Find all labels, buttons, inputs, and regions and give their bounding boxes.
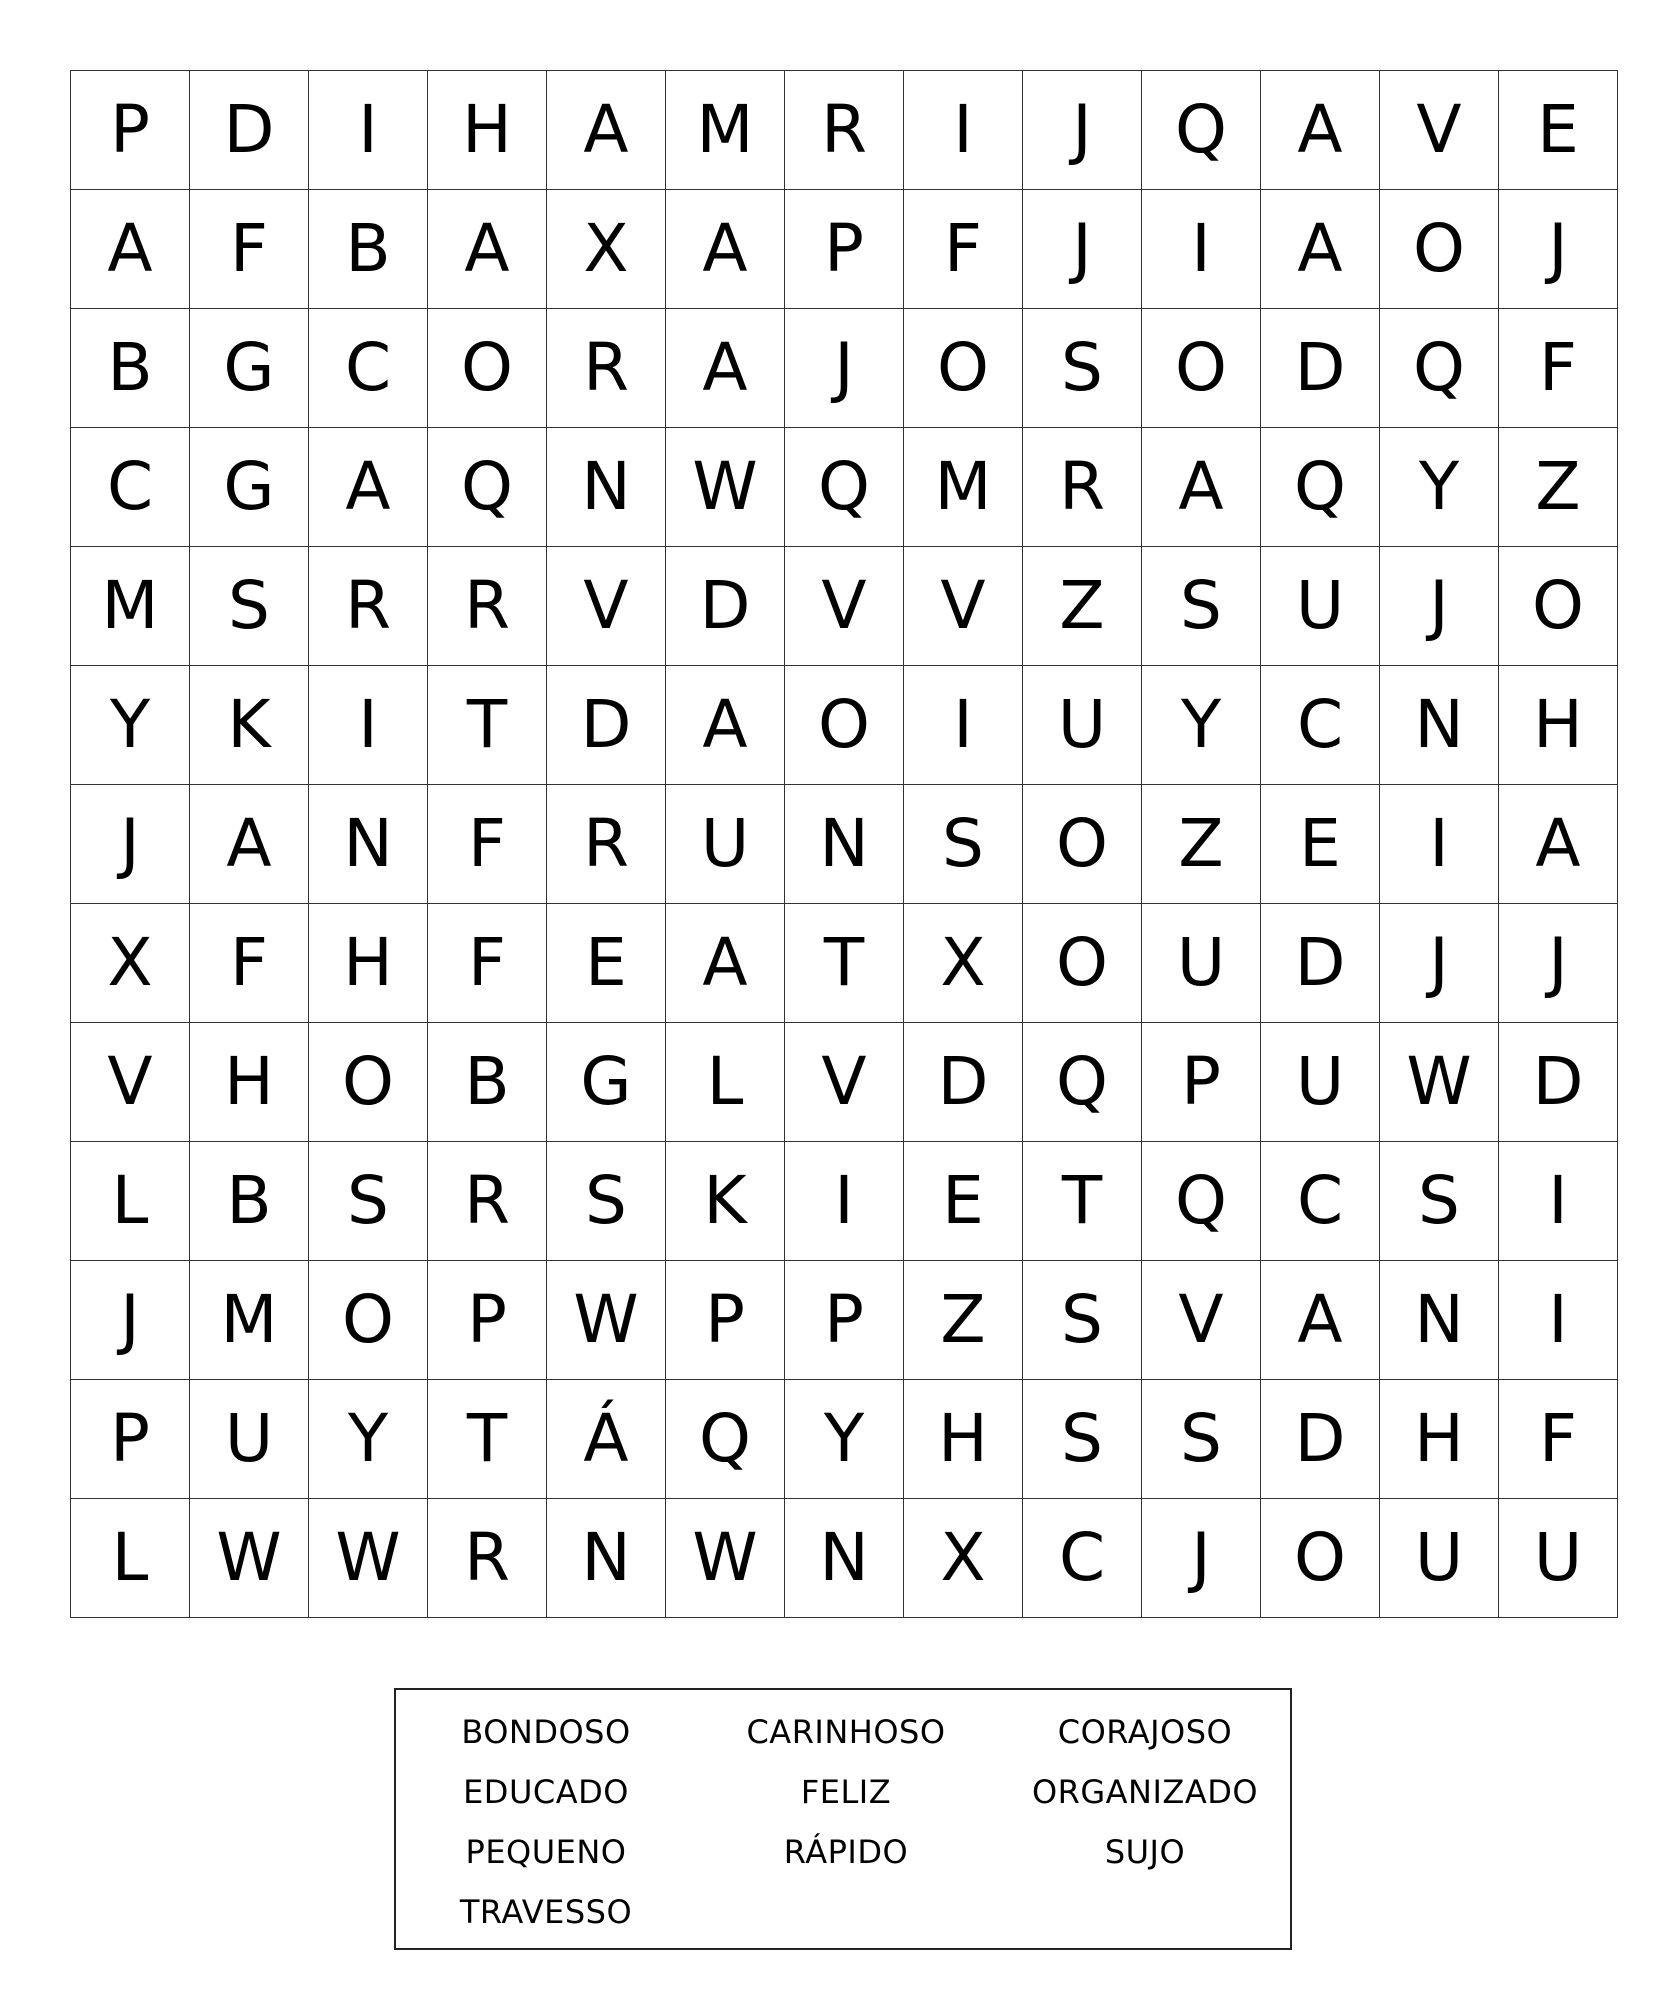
grid-cell[interactable]: Z [1142, 785, 1261, 904]
grid-cell[interactable]: C [71, 428, 190, 547]
grid-cell[interactable]: W [1380, 1023, 1499, 1142]
grid-cell[interactable]: P [666, 1261, 785, 1380]
grid-cell[interactable]: J [1380, 904, 1499, 1023]
grid-cell[interactable]: R [547, 785, 666, 904]
grid-cell[interactable]: Y [1380, 428, 1499, 547]
grid-cell[interactable]: U [1142, 904, 1261, 1023]
grid-cell[interactable]: A [666, 666, 785, 785]
grid-cell[interactable]: G [190, 428, 309, 547]
grid-cell[interactable]: Y [785, 1380, 904, 1499]
grid-cell[interactable]: F [1499, 309, 1618, 428]
grid-cell[interactable]: Q [1023, 1023, 1142, 1142]
grid-cell[interactable]: Q [785, 428, 904, 547]
grid-cell[interactable]: P [785, 1261, 904, 1380]
grid-cell[interactable]: E [904, 1142, 1023, 1261]
grid-cell[interactable]: V [1142, 1261, 1261, 1380]
grid-cell[interactable]: X [547, 190, 666, 309]
grid-cell[interactable]: N [547, 428, 666, 547]
grid-cell[interactable]: D [1261, 904, 1380, 1023]
grid-cell[interactable]: A [71, 190, 190, 309]
grid-cell[interactable]: D [666, 547, 785, 666]
grid-cell[interactable]: O [1142, 309, 1261, 428]
grid-cell[interactable]: Y [309, 1380, 428, 1499]
grid-cell[interactable]: Q [666, 1380, 785, 1499]
grid-cell[interactable]: T [1023, 1142, 1142, 1261]
grid-cell[interactable]: C [1261, 666, 1380, 785]
grid-cell[interactable]: V [904, 547, 1023, 666]
grid-cell[interactable]: A [1261, 190, 1380, 309]
grid-cell[interactable]: V [785, 547, 904, 666]
grid-cell[interactable]: P [71, 71, 190, 190]
grid-cell[interactable]: F [428, 904, 547, 1023]
grid-cell[interactable]: A [1261, 71, 1380, 190]
grid-cell[interactable]: S [1380, 1142, 1499, 1261]
grid-cell[interactable]: S [1142, 1380, 1261, 1499]
grid-cell[interactable]: K [190, 666, 309, 785]
grid-cell[interactable]: A [1261, 1261, 1380, 1380]
grid-cell[interactable]: B [71, 309, 190, 428]
grid-cell[interactable]: H [1380, 1380, 1499, 1499]
grid-cell[interactable]: D [1499, 1023, 1618, 1142]
grid-cell[interactable]: D [547, 666, 666, 785]
grid-cell[interactable]: R [547, 309, 666, 428]
grid-cell[interactable]: W [190, 1499, 309, 1618]
grid-cell[interactable]: E [1261, 785, 1380, 904]
grid-cell[interactable]: S [1023, 1380, 1142, 1499]
grid-cell[interactable]: J [1023, 190, 1142, 309]
grid-cell[interactable]: I [785, 1142, 904, 1261]
grid-cell[interactable]: N [309, 785, 428, 904]
grid-cell[interactable]: Y [1142, 666, 1261, 785]
grid-cell[interactable]: V [547, 547, 666, 666]
word-list [396, 1702, 1290, 1942]
grid-cell[interactable]: C [309, 309, 428, 428]
grid-cell[interactable]: O [785, 666, 904, 785]
grid-cell[interactable]: P [1142, 1023, 1261, 1142]
grid-cell[interactable]: O [1023, 785, 1142, 904]
grid-cell[interactable]: D [904, 1023, 1023, 1142]
grid-cell[interactable]: H [1499, 666, 1618, 785]
grid-cell[interactable]: M [904, 428, 1023, 547]
grid-cell[interactable]: P [785, 190, 904, 309]
grid-cell[interactable]: F [428, 785, 547, 904]
grid-cell[interactable]: A [1142, 428, 1261, 547]
grid-cell[interactable]: I [1380, 785, 1499, 904]
grid-cell[interactable]: N [1380, 1261, 1499, 1380]
grid-cell[interactable]: D [1261, 309, 1380, 428]
grid-cell[interactable]: N [1380, 666, 1499, 785]
grid-cell[interactable]: F [190, 190, 309, 309]
grid-cell[interactable]: H [190, 1023, 309, 1142]
grid-cell[interactable]: I [1142, 190, 1261, 309]
grid-cell[interactable]: N [785, 785, 904, 904]
grid-cell[interactable]: L [71, 1499, 190, 1618]
grid-cell[interactable]: T [428, 1380, 547, 1499]
word-list-item: BONDOSO [461, 1713, 631, 1751]
grid-cell[interactable]: M [190, 1261, 309, 1380]
grid-cell[interactable]: A [666, 309, 785, 428]
grid-cell[interactable]: R [428, 1142, 547, 1261]
grid-cell[interactable]: S [309, 1142, 428, 1261]
grid-cell[interactable]: O [428, 309, 547, 428]
grid-cell[interactable]: R [309, 547, 428, 666]
grid-cell[interactable]: H [309, 904, 428, 1023]
grid-cell[interactable]: I [309, 71, 428, 190]
grid-cell[interactable]: B [309, 190, 428, 309]
grid-cell[interactable]: T [785, 904, 904, 1023]
grid-cell[interactable]: I [1499, 1261, 1618, 1380]
grid-cell[interactable]: U [190, 1380, 309, 1499]
word-list-item: EDUCADO [463, 1773, 629, 1811]
grid-cell[interactable]: H [428, 71, 547, 190]
grid-cell[interactable]: I [904, 71, 1023, 190]
grid-cell[interactable]: T [428, 666, 547, 785]
grid-cell[interactable]: F [904, 190, 1023, 309]
grid-cell[interactable]: V [1380, 71, 1499, 190]
grid-cell[interactable]: J [1023, 71, 1142, 190]
grid-cell[interactable]: S [1023, 309, 1142, 428]
grid-cell[interactable]: B [190, 1142, 309, 1261]
grid-cell[interactable]: R [1023, 428, 1142, 547]
grid-cell[interactable]: N [785, 1499, 904, 1618]
grid-cell[interactable]: L [666, 1023, 785, 1142]
word-list-box [394, 1688, 1292, 1950]
grid-cell[interactable]: W [547, 1261, 666, 1380]
grid-cell[interactable]: O [1261, 1499, 1380, 1618]
grid-cell[interactable]: F [190, 904, 309, 1023]
grid-cell[interactable]: C [1023, 1499, 1142, 1618]
word-list-item: ORGANIZADO [1031, 1773, 1259, 1811]
grid-cell[interactable]: S [1023, 1261, 1142, 1380]
grid-cell[interactable]: N [547, 1499, 666, 1618]
grid-cell[interactable]: X [904, 1499, 1023, 1618]
grid-cell[interactable]: U [1261, 1023, 1380, 1142]
grid-cell[interactable]: P [71, 1380, 190, 1499]
grid-cell[interactable]: X [904, 904, 1023, 1023]
grid-cell[interactable]: H [904, 1380, 1023, 1499]
grid-cell[interactable]: G [547, 1023, 666, 1142]
word-list-item: SUJO [1104, 1833, 1186, 1871]
grid-cell[interactable]: E [1499, 71, 1618, 190]
letter-grid [70, 70, 1618, 1618]
grid-cell[interactable]: S [190, 547, 309, 666]
grid-cell[interactable]: U [1499, 1499, 1618, 1618]
grid-cell[interactable]: M [666, 71, 785, 190]
word-list-item: TRAVESSO [459, 1893, 633, 1931]
grid-cell[interactable]: V [71, 1023, 190, 1142]
grid-cell[interactable]: Q [1261, 428, 1380, 547]
grid-cell[interactable]: A [428, 190, 547, 309]
grid-cell[interactable]: R [785, 71, 904, 190]
word-list-item: CORAJOSO [1057, 1713, 1233, 1751]
grid-cell[interactable]: S [547, 1142, 666, 1261]
grid-cell[interactable]: I [904, 666, 1023, 785]
grid-cell[interactable]: I [309, 666, 428, 785]
grid-cell[interactable]: I [1499, 1142, 1618, 1261]
word-list-item: CARINHOSO [746, 1713, 946, 1751]
grid-cell[interactable]: Z [1023, 547, 1142, 666]
grid-cell[interactable]: Z [1499, 428, 1618, 547]
grid-cell[interactable]: Q [1380, 309, 1499, 428]
word-list-item: PEQUENO [465, 1833, 627, 1871]
grid-cell[interactable]: C [1261, 1142, 1380, 1261]
grid-cell[interactable]: O [309, 1261, 428, 1380]
grid-cell[interactable]: K [666, 1142, 785, 1261]
grid-cell[interactable]: V [785, 1023, 904, 1142]
grid-cell[interactable]: J [1499, 190, 1618, 309]
grid-cell[interactable]: F [1499, 1380, 1618, 1499]
word-list-item: RÁPIDO [783, 1833, 909, 1871]
grid-cell[interactable]: A [190, 785, 309, 904]
grid-cell[interactable]: U [1261, 547, 1380, 666]
grid-cell[interactable]: D [190, 71, 309, 190]
grid-cell[interactable]: O [1023, 904, 1142, 1023]
grid-cell[interactable]: A [309, 428, 428, 547]
grid-cell[interactable]: Q [1142, 1142, 1261, 1261]
grid-cell[interactable]: J [71, 785, 190, 904]
grid-cell[interactable]: J [785, 309, 904, 428]
grid-cell[interactable]: P [428, 1261, 547, 1380]
grid-cell[interactable]: E [547, 904, 666, 1023]
grid-cell[interactable]: R [428, 1499, 547, 1618]
grid-cell[interactable]: U [1023, 666, 1142, 785]
grid-cell[interactable]: L [71, 1142, 190, 1261]
grid-cell[interactable]: U [1380, 1499, 1499, 1618]
grid-cell[interactable]: D [1261, 1380, 1380, 1499]
grid-cell[interactable]: G [190, 309, 309, 428]
grid-cell[interactable]: J [1142, 1499, 1261, 1618]
grid-cell[interactable]: Q [1142, 71, 1261, 190]
grid-cell[interactable]: A [1499, 785, 1618, 904]
grid-cell[interactable]: O [904, 309, 1023, 428]
word-list-item: FELIZ [800, 1773, 892, 1811]
grid-cell[interactable]: X [71, 904, 190, 1023]
grid-cell[interactable]: J [71, 1261, 190, 1380]
grid-cell[interactable]: S [904, 785, 1023, 904]
grid-cell[interactable]: O [1499, 547, 1618, 666]
grid-cell[interactable]: W [666, 428, 785, 547]
grid-cell[interactable]: W [666, 1499, 785, 1618]
grid-cell[interactable]: J [1499, 904, 1618, 1023]
grid-cell[interactable]: A [547, 71, 666, 190]
grid-cell[interactable]: O [309, 1023, 428, 1142]
grid-cell[interactable]: O [1380, 190, 1499, 309]
grid-cell[interactable]: U [666, 785, 785, 904]
grid-cell[interactable]: Z [904, 1261, 1023, 1380]
grid-cell[interactable]: A [666, 904, 785, 1023]
grid-cell[interactable]: Y [71, 666, 190, 785]
grid-cell[interactable]: Á [547, 1380, 666, 1499]
grid-cell[interactable]: A [666, 190, 785, 309]
grid-cell[interactable]: M [71, 547, 190, 666]
grid-cell[interactable]: R [428, 547, 547, 666]
grid-cell[interactable]: W [309, 1499, 428, 1618]
grid-cell[interactable]: B [428, 1023, 547, 1142]
grid-cell[interactable]: S [1142, 547, 1261, 666]
grid-cell[interactable]: J [1380, 547, 1499, 666]
grid-cell[interactable]: Q [428, 428, 547, 547]
